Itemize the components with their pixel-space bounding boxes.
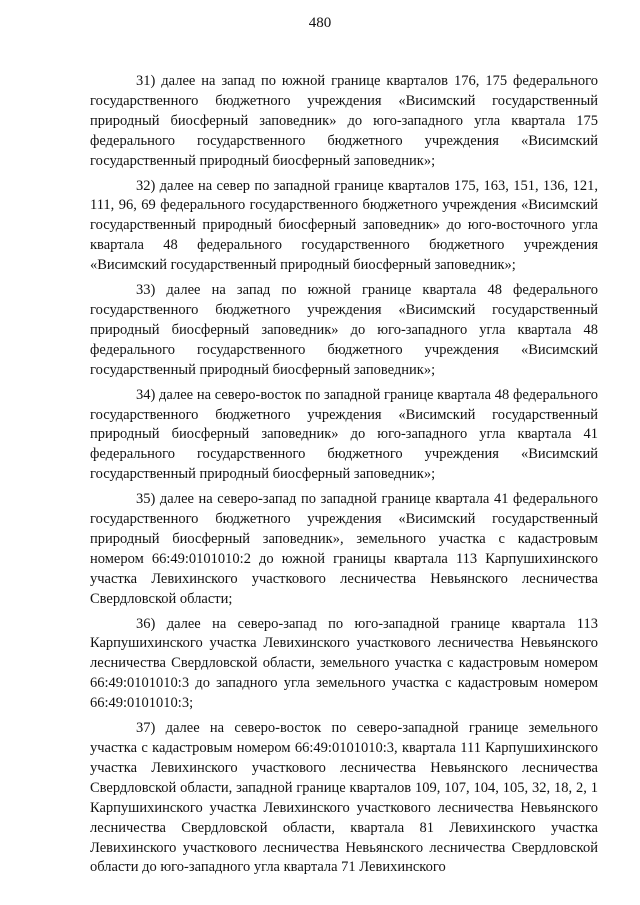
paragraph-33: 33) далее на запад по южной границе квартала 48 федерального государственного бюджетного учреждения «Висимский государственный природный биосферный заповедник» до юго-западного угла квартала 48 федерального государственного бюджетного учреждения «Висимский государственный природный биосферный заповедник»; <box>90 282 598 378</box>
document-body <box>90 72 598 883</box>
paragraph-34: 34) далее на северо-восток по западной границе квартала 48 федерального государственного бюджетного учреждения «Висимский государственный природный биосферный заповедник» до юго-западного угла квартала 41 федерального государственного бюджетного учреждения «Висимский государственный природный биосферный заповедник»; <box>90 386 598 483</box>
paragraph-32: 32) далее на север по западной границе кварталов 175, 163, 151, 136, 121, 111, 96, 69 федерального государственного бюджетного учреждения «Висимский государственный природный биосферный заповедник» до юго-восточного угла квартала 48 федерального государственного бюджетного учреждения «Висимский государственный природный биосферный заповедник»; <box>90 177 598 274</box>
page-number: 480 <box>308 15 332 31</box>
paragraph-31: 31) далее на запад по южной границе кварталов 176, 175 федерального государственного бюджетного учреждения «Висимский государственный природный биосферный заповедник» до юго-западного угла квартала 175 федерального государственного бюджетного учреждения «Висимский государственный природный биосферный заповедник»; <box>90 73 598 169</box>
paragraph-36: 36) далее на северо-запад по юго-западной границе квартала 113 Карпушихинского участка Левихинского участкового лесничества Невьянского лесничества Свердловской области, земельного участка с кадастровым номером 66:49:0101010:3 до западного угла земельного участка с кадастровым номером 66:49:0101010:3; <box>90 615 598 712</box>
paragraph-37: 37) далее на северо-восток по северо-западной границе земельного участка с кадастровым номером 66:49:0101010:3, квартала 111 Карпушихинского участка Левихинского участкового лесничества Невьянского лесничества Свердловской области, западной границе кварталов 109, 107, 104, 105, 32, 18, 2, 1 Карпушихинского участка Левихинского участкового лесничества Невьянского лесничества Свердловской области, квартала 81 Левихинского участка Левихинского участкового лесничества Невьянского лесничества Свердловской области до юго-западного угла квартала 71 Левихинского <box>90 720 598 876</box>
paragraph-35: 35) далее на северо-запад по западной границе квартала 41 федерального государственного бюджетного учреждения «Висимский государственный природный биосферный заповедник», земельного участка с кадастровым номером 66:49:0101010:2 до южной границы квартала 113 Карпушихинского участка Левихинского участкового лесничества Невьянского лесничества Свердловской области; <box>90 491 598 607</box>
